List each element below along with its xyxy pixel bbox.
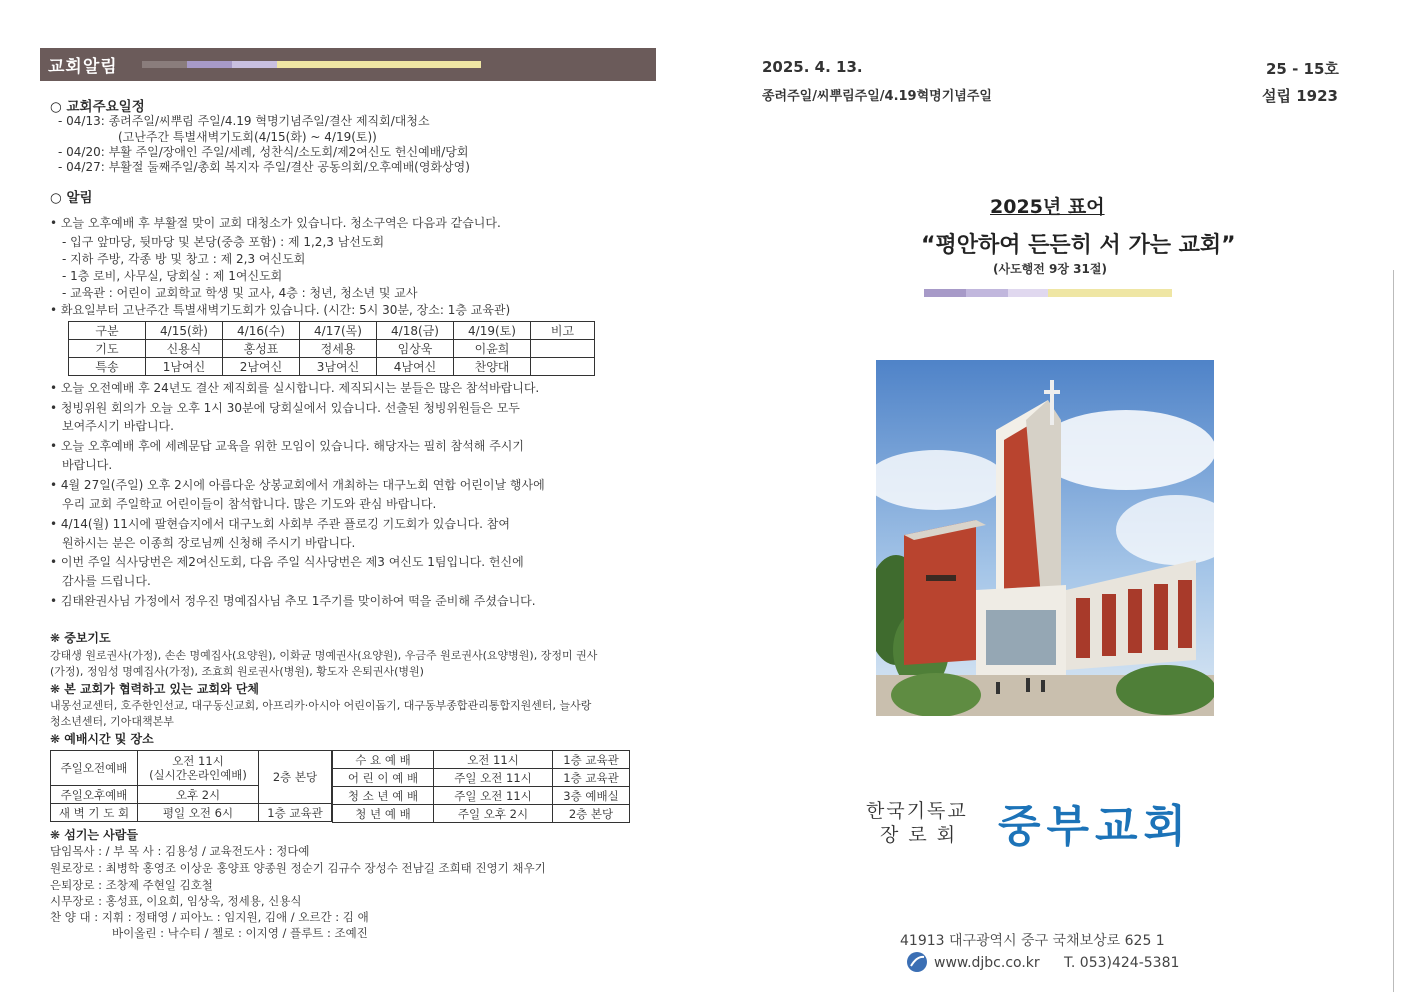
notice-line: • 화요일부터 고난주간 특별새벽기도회가 있습니다. (시간: 5시 30분, 장소: 1층 교육관) [50,303,511,317]
partners-line: 내몽선교센터, 호주한인선교, 대구동신교회, 아프리카·아시아 어린이돕기, 대구동부종합관리통합지원센터, 늘사랑 [50,699,592,712]
notice-line: 감사를 드립니다. [62,574,151,588]
servers-line: 은퇴장로 : 조창제 주현일 김호철 [50,878,213,892]
notice-line: - 지하 주방, 각종 방 및 창고 : 제 2,3 여신도회 [62,252,306,266]
notice-line: • 이번 주일 식사당번은 제2여신도회, 다음 주일 식사당번은 제3 여신도 1팀입니다. 헌신에 [50,555,524,569]
table-row: 특송 1남여신 2남여신 3남여신 4남여신 찬양대 [69,358,595,376]
page-edge-divider [1393,270,1394,992]
globe-icon [907,952,927,972]
partners-line: 청소년센터, 기아대책본부 [50,715,174,728]
notice-line: • 청빙위원 회의가 오늘 오후 1시 30분에 당회실에서 있습니다. 선출된 청빙위원들은 모두 [50,401,520,415]
motto-stripe-4 [1048,289,1172,297]
notice-line: 원하시는 분은 이종희 장로님께 신청해 주시기 바랍니다. [62,536,356,550]
denomination-line-1: 한국기독교 [866,800,968,822]
motto-title: 2025년 표어 [990,196,1105,218]
partners-heading: ❋ 본 교회가 협력하고 있는 교회와 단체 [50,682,260,696]
notice-heading: ○ 알림 [50,190,93,206]
schedule-heading: ○ 교회주요일정 [50,99,145,115]
motto-text: “평안하여 든든히 서 가는 교회” [921,233,1236,258]
phone-number: T. 053)424-5381 [1064,955,1180,971]
notice-line: • 4/14(월) 11시에 팔현습지에서 대구노회 사회부 주관 플로깅 기도회가 있습니다. 참여 [50,517,510,531]
notice-line: • 김태완권사님 가정에서 정우진 명예집사님 추모 1주기를 맞이하여 떡을 준비해 주셨습니다. [50,594,536,608]
church-address: 41913 대구광역시 중구 국채보상로 625 1 [900,933,1165,949]
dawn-prayer-table [68,321,595,376]
header-stripe-4 [277,61,481,68]
prayer-line: (가정), 정임성 명예집사(가정), 조효희 원로권사(병원), 황도자 은퇴권사(병원) [50,665,424,678]
header-stripe-1 [142,61,187,68]
notice-line: • 오늘 오전예배 후 24년도 결산 제직회를 실시합니다. 제직되시는 분들은 많은 참석바랍니다. [50,381,540,395]
table-row: 주일오후예배 오후 2시 [51,786,332,804]
worship-heading: ❋ 예배시간 및 장소 [50,732,154,746]
schedule-line: - 04/20: 부활 주일/장애인 주일/세례, 성찬식/소도회/제2여신도 헌신예배/당회 [58,145,469,159]
header-stripe-2 [187,61,232,68]
notice-line: • 오늘 오후예배 후 부활절 맞이 교회 대청소가 있습니다. 청소구역은 다음과 같습니다. [50,216,501,230]
header-stripe-3 [232,61,277,68]
table-row: 수 요 예 배 오전 11시 1층 교육관 [333,751,630,769]
notice-header-title: 교회알림 [48,57,118,77]
circle-icon: ○ [50,99,62,115]
notice-line: - 1층 로비, 사무실, 당회실 : 제 1여신도회 [62,269,283,283]
notice-line: - 입구 앞마당, 뒷마당 및 본당(중층 포함) : 제 1,2,3 남선도회 [62,235,385,249]
notice-line: 바랍니다. [62,458,113,472]
sunday-names: 종려주일/씨뿌림주일/4.19혁명기념주일 [762,89,992,104]
servers-line: 찬 양 대 : 지휘 : 정태영 / 피아노 : 임지원, 김애 / 오르간 : 김 애 [50,910,369,924]
website-link[interactable]: www.djbc.co.kr [934,955,1040,971]
notice-line: • 오늘 오후예배 후에 세례문답 교육을 위한 모임이 있습니다. 해당자는 필히 참석해 주시기 [50,439,524,453]
notice-line: 우리 교회 주일학교 어린이들이 참석합니다. 많은 기도와 관심 바랍니다. [62,497,437,511]
table-row: 새 벽 기 도 회 평일 오전 6시 1층 교육관 [51,804,332,822]
bulletin-issue: 25 - 15호 [1266,60,1339,78]
schedule-line: - 04/27: 부활절 둘째주일/총회 복지자 주일/결산 공동의회/오후예배(영화상영) [58,160,470,174]
motto-stripe-2 [966,289,1008,297]
table-row: 주일오전예배 오전 11시 (실시간온라인예배) 2층 본당 [51,751,332,786]
prayer-heading: ❋ 중보기도 [50,631,111,645]
worship-table-left [50,750,332,822]
notice-line: 보여주시기 바랍니다. [62,419,174,433]
notice-line: - 교육관 : 어린이 교회학교 학생 및 교사, 4층 : 청년, 청소년 및 교사 [62,286,418,300]
servers-line: 시무장로 : 홍성표, 이요희, 임상욱, 정세용, 신용식 [50,894,302,908]
servers-line: 바이올린 : 낙수티 / 첼로 : 이지영 / 플루트 : 조예진 [112,926,368,940]
table-row: 청 소 년 예 배 주일 오전 11시 3층 예배실 [333,787,630,805]
church-illustration [876,360,1214,716]
notice-line: • 4월 27일(주일) 오후 2시에 아름다운 상봉교회에서 개최하는 대구노회 연합 어린이날 행사에 [50,478,545,492]
bulletin-date: 2025. 4. 13. [762,58,863,76]
servers-heading: ❋ 섬기는 사람들 [50,828,138,842]
motto-reference: (사도행전 9장 31절) [993,262,1107,276]
circle-icon: ○ [50,190,62,206]
denomination-line-2: 장 로 회 [880,824,958,846]
worship-table-right [332,750,630,823]
motto-stripe-1 [924,289,966,297]
schedule-line: - 04/13: 종려주일/씨뿌림 주일/4.19 혁명기념주일/결산 제직회/대청소 [58,114,430,128]
table-row: 기도 신용식 홍성표 정세용 임상욱 이윤희 [69,340,595,358]
motto-stripe-3 [1008,289,1048,297]
schedule-line: (고난주간 특별새벽기도회(4/15(화) ~ 4/19(토)) [118,130,377,144]
servers-line: 담임목사 : / 부 목 사 : 김용성 / 교육전도사 : 정다예 [50,844,310,858]
table-row: 구분 4/15(화) 4/16(수) 4/17(목) 4/18(금) 4/19(토) 비고 [69,322,595,340]
prayer-line: 강태생 원로권사(가정), 손손 명예집사(요양원), 이화균 명예권사(요양원), 우금주 원로권사(요양병원), 장정미 권사 [50,649,598,662]
founded-year: 설립 1923 [1262,87,1338,105]
table-row: 어 린 이 예 배 주일 오전 11시 1층 교육관 [333,769,630,787]
church-name: 중부교회 [998,801,1193,852]
servers-line: 원로장로 : 최병학 홍영조 이상운 홍양표 양종원 정순기 김규수 장성수 전남길 조희태 진영기 채우기 [50,861,546,875]
table-row: 청 년 예 배 주일 오후 2시 2층 본당 [333,805,630,823]
